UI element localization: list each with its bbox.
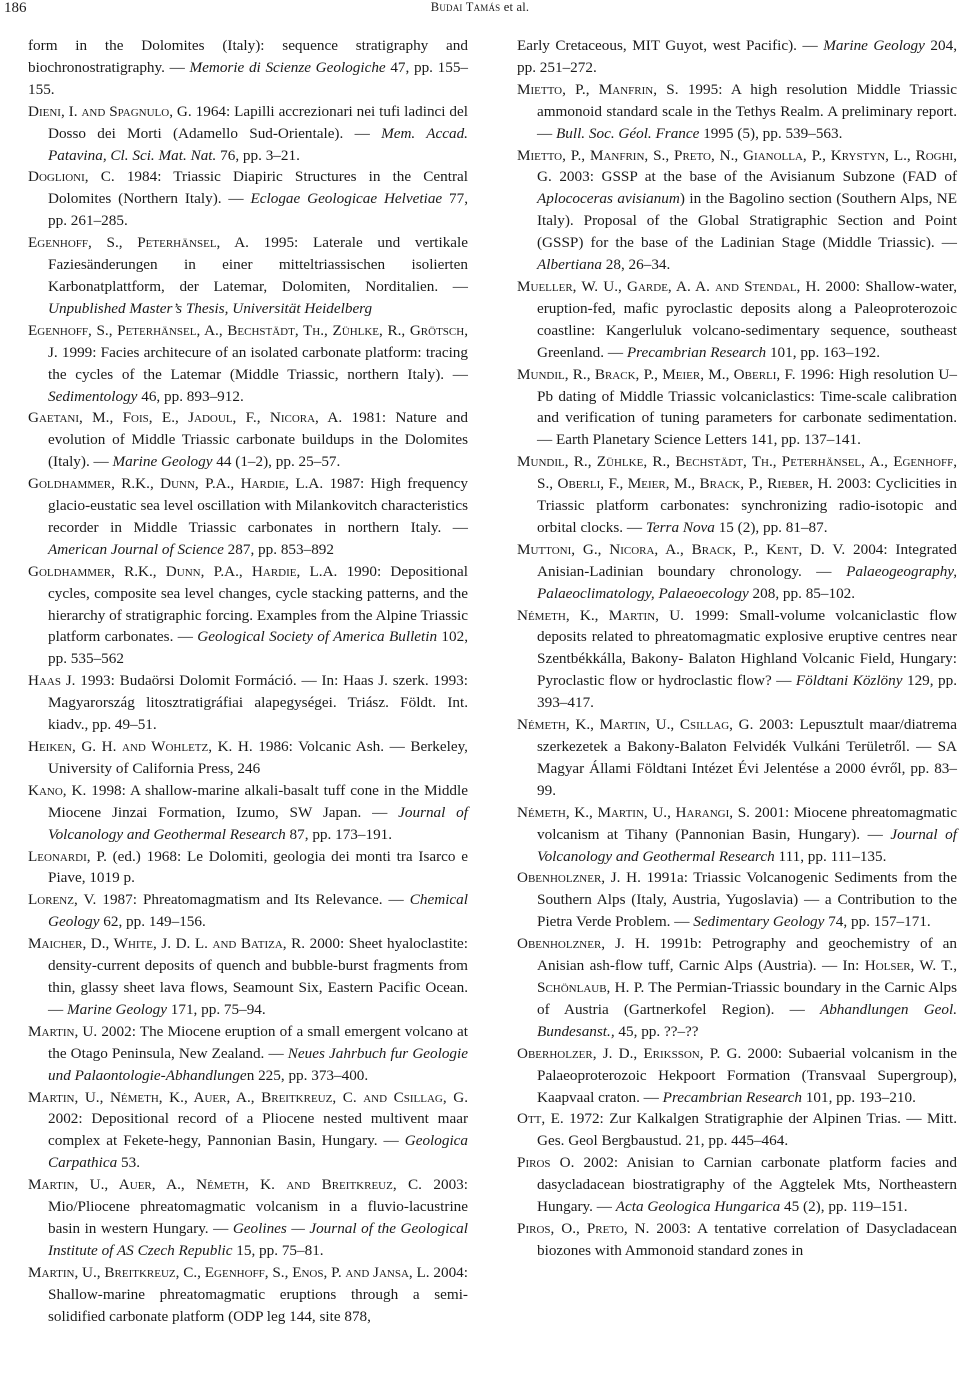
reference-authors: Németh, K., Martin, U.	[517, 606, 684, 624]
reference-text: 129, pp. 393–417.	[537, 672, 958, 712]
reference-authors: Heiken, G. H. and Wohletz, K. H.	[28, 738, 253, 755]
reference-text: 208, pp. 85–102.	[748, 584, 856, 602]
reference-authors: Martin, U., Auer, A., Németh, K. and Breitkreuz, C.	[28, 1176, 422, 1194]
reference-text: 1995 (5), pp. 539–563.	[699, 124, 843, 142]
reference-entry	[28, 232, 468, 320]
reference-authors: Németh, K., Martin, U., Harangi, S.	[517, 803, 750, 821]
reference-entry	[28, 101, 468, 167]
reference-text: 87, pp. 173–191.	[285, 825, 393, 843]
reference-source: Precambrian Research	[626, 343, 767, 361]
reference-text: 2003: Lepusztult maar/diatrema szerkezetek a Bakony-Balaton Felvidék Vulkáni Területről. — SA Magyar Állami Földtani Intézet Évi Jelentése a 2000 évről, pp. 83–99.	[537, 716, 957, 799]
reference-authors: Mietto, P., Manfrin, S.	[517, 80, 679, 98]
reference-text: 1995: Laterale und vertikale Faziesänderungen in einer mitteltriassischen isolierten Karbonatplattform, der Latemar, Dolomiten, Norditalien. —	[48, 234, 468, 295]
reference-entry	[517, 714, 957, 802]
reference-source: Bull. Soc. Géol. France	[555, 124, 700, 142]
reference-entry	[517, 1108, 957, 1152]
reference-authors: Kano, K.	[28, 781, 87, 799]
reference-text: 15, pp. 75–81.	[232, 1241, 324, 1259]
reference-source: Aplococeras avisianum	[537, 190, 680, 208]
reference-text: 15 (2), pp. 81–87.	[714, 518, 828, 536]
reference-source: Chemical Geology	[48, 891, 468, 931]
reference-text: 1995: A high resolution Middle Triassic ammonoid standard scale in the Tethys Realm. A preliminary report. —	[537, 80, 957, 142]
reference-text: 1972: Zur Kalkalgen Stratigraphie der Alpinen Trias. — Mitt. Ges. Geol Bergbaustud. 21, pp. 445–464.	[537, 1110, 958, 1150]
reference-source: Terra Nova	[645, 518, 715, 536]
reference-entry	[28, 561, 468, 671]
reference-authors: Obenholzner, J. H.	[517, 935, 650, 953]
reference-source: Geologica Carpathica	[48, 1132, 468, 1172]
reference-text: 74, pp. 157–171.	[824, 913, 931, 931]
reference-authors: Mietto, P., Manfrin, S., Preto, N., Gianolla, P., Krystyn, L., Roghi, G.	[517, 146, 957, 186]
reference-entry	[517, 802, 957, 868]
reference-source: Mem. Accad. Patavina, Cl. Sci. Mat. Nat.	[48, 124, 468, 164]
reference-text: 1993: Budaörsi Dolomit Formáció. — In: Haas J. szerk. 1993: Magyarország litosztratigráfiai alapegységei. Triász. Földt. Int. kiadv., pp. 49–51.	[48, 672, 468, 734]
reference-source: Marine Geology	[112, 453, 213, 471]
reference-authors: Muttoni, G., Nicora, A., Brack, P., Kent, D. V.	[517, 540, 846, 558]
reference-text: (ed.) 1968: Le Dolomiti, geologia dei monti tra Isarco e Piave, 1019 p.	[48, 847, 468, 887]
reference-text: 1999: Facies architecure of an isolated carbonate platform: tracing the cycles of the Latemar (Middle Triassic, northern Italy). —	[48, 343, 468, 383]
reference-text: ) in the Bagolino section (Southern Alps, NE Italy). Proposal of the Global Stratigraphic Section and Point (GSSP) for the base of the Ladinian Stage (Middle Triassic). —	[537, 190, 958, 252]
reference-text: Early Cretaceous, MIT Guyot, west Pacific). —	[517, 37, 824, 54]
reference-entry	[28, 670, 468, 736]
reference-text: 2000: Subaerial volcanism in the Palaeoproterozoic Hekpoort Formation (Transvaal Supergroup), Kaapvaal craton. —	[537, 1044, 957, 1106]
reference-text: 102, pp. 535–562	[48, 628, 469, 668]
reference-entry	[517, 145, 957, 276]
reference-text: 1999: Small-volume volcaniclastic flow deposits related to phreatomagmatic explosive eruptive centres near Szentbékkálla, Bakony- Balaton Highland Volcanic Field, Hungary: Pyroclastic flow or hydroclastic flow? —	[537, 606, 957, 690]
reference-source: Sedimentology	[48, 387, 138, 405]
reference-entry	[517, 1152, 957, 1218]
reference-authors: Németh, K., Martin, U., Csillag, G.	[517, 716, 754, 734]
reference-text: 46, pp. 893–912.	[137, 387, 244, 405]
right-column-references	[517, 35, 957, 1262]
reference-text: 77, pp. 261–285.	[48, 190, 468, 230]
reference-entry	[517, 276, 957, 364]
reference-text: 101, pp. 163–192.	[766, 343, 881, 361]
reference-authors: Martin, U., Németh, K., Auer, A., Breitkreuz, C. and Csillag, G.	[28, 1088, 468, 1106]
reference-text: 2000: Sheet hyaloclastite: density-current deposits of quench and bubble-burst fragments from thin, glassy sheet lava flows, Seamount Six, Eastern Pacific Ocean. —	[48, 935, 468, 1018]
reference-authors: Obenholzner, J. H.	[517, 869, 641, 887]
reference-entry	[517, 79, 957, 145]
reference-text: form in the Dolomites (Italy): sequence stratigraphy and biochronostratigraphy. —	[28, 37, 468, 76]
reference-text: n 225, pp. 373–400.	[246, 1066, 369, 1084]
reference-entry-continuation	[28, 35, 468, 101]
reference-text: 1986: Volcanic Ash. — Berkeley, University of California Press, 246	[48, 738, 468, 777]
running-head-suffix: et al.	[500, 0, 530, 14]
reference-text: 1991b: Petrography and geochemistry of an Anisian ash-flow tuff, Carnic Alps (Austria). — In:	[537, 935, 957, 975]
reference-authors: Dieni, I. and Spagnulo, G.	[28, 102, 192, 120]
reference-text: 2002: Anisian to Carnian carbonate platform facies and dasycladacean biostratigraphy of the Aggtelek Mts, Northeastern Hungary. —	[537, 1154, 957, 1216]
reference-source: Palaeogeography, Palaeoclimatology, Palaeoecology	[537, 562, 957, 602]
reference-authors: Ott, E.	[517, 1110, 564, 1128]
reference-source: Memorie di Scienze Geologiche	[189, 58, 386, 76]
reference-authors: Martin, U.	[28, 1022, 98, 1040]
reference-text: 1990: Depositional cycles, composite sea level changes, cycle stacking patterns, and the hierarchy of stratigraphic forcing. Examples from the Alpine Triassic platform carbonates. —	[48, 562, 468, 646]
reference-entry	[517, 605, 957, 715]
running-head-author: Budai Tamás	[430, 0, 501, 14]
reference-authors: Martin, U., Breitkreuz, C., Egenhoff, S., Enos, P. and Jansa, L.	[28, 1263, 430, 1281]
reference-authors: Maicher, D., White, J. D. L. and Batiza, R.	[28, 935, 306, 953]
reference-entry	[517, 1218, 957, 1262]
reference-entry	[517, 364, 957, 452]
reference-entry	[28, 166, 468, 232]
reference-authors: Piros O.	[517, 1154, 575, 1172]
reference-text: 111, pp. 111–135.	[774, 847, 887, 865]
reference-authors: Goldhammer, R.K., Dunn, P.A., Hardie, L.A.	[28, 562, 338, 580]
reference-text: 62, pp. 149–156.	[99, 913, 206, 931]
reference-entry	[28, 473, 468, 561]
reference-text: 1991a: Triassic Volcanogenic Sediments from the Southern Alps (Italy, Austria, Yugoslavia) — a Contribution to the Pietra Verde Problem. —	[537, 869, 957, 931]
reference-text: 2001: Miocene phreatomagmatic volcanism at Tihany (Pannonian Basin, Hungary). —	[537, 803, 957, 843]
reference-text: 45, pp. ??–??	[614, 1022, 699, 1040]
reference-source: Eclogae Geologicae Helvetiae	[250, 190, 443, 208]
reference-text: 2003: A tentative correlation of Dasycladacean biozones with Ammonoid standard zones in	[537, 1219, 957, 1259]
reference-entry	[28, 1087, 468, 1175]
page-number: 186	[4, 0, 27, 16]
reference-text: 1984: Triassic Diapiric Structures in the Central Dolomites (Northern Italy). —	[48, 168, 468, 208]
reference-entry	[517, 1043, 957, 1109]
reference-text: 53.	[117, 1154, 140, 1172]
reference-entry	[28, 736, 468, 780]
reference-authors: Mundil, R., Brack, P., Meier, M., Oberli, F.	[517, 365, 796, 383]
reference-authors: Lorenz, V.	[28, 891, 97, 909]
reference-authors: Oberholzer, J. D., Eriksson, P. G.	[517, 1044, 742, 1062]
running-head	[0, 0, 960, 15]
reference-source: Journal of Volcanology and Geothermal Research	[537, 825, 957, 865]
reference-source: Geolines — Journal of the Geological Institute of AS Czech Republic	[48, 1219, 468, 1259]
reference-source: American Journal of Science	[48, 540, 224, 558]
reference-source: Precambrian Research	[662, 1088, 802, 1106]
reference-source: Geological Society of America Bulletin	[197, 628, 438, 646]
reference-authors: Mundil, R., Zühlke, R., Bechstädt, Th., Peterhänsel, A., Egenhoff, S., Oberli, F., Meier, M., Brack, P., Rieber, H.	[517, 453, 957, 493]
reference-text: 44 (1–2), pp. 25–57.	[212, 453, 341, 471]
reference-text: 171, pp. 75–94.	[166, 1000, 266, 1018]
reference-text: 2004: Integrated Anisian-Ladinian boundary chronology. —	[537, 540, 957, 580]
reference-source: Journal of Volcanology and Geothermal Research	[48, 803, 468, 843]
reference-source: Albertiana	[537, 256, 602, 274]
reference-entry	[517, 451, 957, 539]
reference-text: 2004: Shallow-marine phreatomagmatic eruptions through a semi-solidified carbonate platform (ODP leg 144, site 878,	[48, 1263, 468, 1325]
reference-entry	[28, 407, 468, 473]
reference-text: 1964: Lapilli accrezionari nei tufi ladinci del Dosso dei Morti (Adamello Sud-Orientale). —	[48, 102, 468, 142]
reference-source: Marine Geology	[66, 1000, 167, 1018]
reference-authors: Holser, W. T., Schönlaub, H. P.	[537, 957, 957, 996]
reference-entry	[28, 320, 468, 408]
reference-text: 2002: Depositional record of a Pliocene nested multivent maar complex at Fekete-hegy, Pannonian Basin, Hungary. —	[48, 1110, 468, 1150]
reference-entry	[517, 867, 957, 933]
reference-entry	[517, 539, 957, 605]
reference-text: 287, pp. 853–892	[223, 540, 334, 558]
reference-text: 2003: GSSP at the base of the Avisianum Subzone (FAD of	[551, 168, 957, 186]
reference-authors: Leonardi, P.	[28, 847, 107, 865]
reference-entry	[28, 889, 468, 933]
reference-source: Marine Geology	[823, 37, 925, 54]
reference-source: Abhandlungen Geol. Bundesanst.,	[537, 1000, 958, 1040]
reference-authors: Piros, O., Preto, N.	[517, 1219, 650, 1237]
reference-source: Acta Geologica Hungarica	[615, 1198, 781, 1216]
reference-text: 2003: Cyclicities in Triassic platform carbonates: synchronizing radio-isotopic and orbital clocks. —	[537, 475, 957, 536]
reference-entry	[28, 780, 468, 846]
reference-text: 1998: A shallow-marine alkali-basalt tuff cone in the Middle Miocene Jinzai Formation, Izumo, SW Japan. —	[48, 781, 468, 821]
reference-text: 2003: Mio/Pliocene phreatomagmatic volcanism in a fluvio-lacustrine basin in western Hungary. —	[48, 1176, 468, 1237]
reference-text: 204, pp. 251–272.	[517, 37, 957, 76]
reference-authors: Doglioni, C.	[28, 168, 115, 186]
reference-entry	[28, 1174, 468, 1262]
reference-text: The Permian-Triassic boundary in the Carnic Alps of Austria (Gartnerkofel Region). —	[537, 978, 957, 1018]
reference-entry	[517, 933, 957, 1043]
reference-text: 45 (2), pp. 119–151.	[780, 1198, 908, 1216]
reference-text: 1996: High resolution U–Pb dating of Middle Triassic volcaniclastics: Time-scale calibration and verification of tuning parameters for carbonate sedimentation. — Earth Planetary Science Letters 141, pp. 137–141.	[537, 365, 957, 449]
reference-source: Sedimentary Geology	[693, 913, 825, 931]
reference-source: Neues Jahrbuch fur Geologie und Palaontologie-Abhandlunge	[48, 1044, 468, 1084]
reference-text: 2002: The Miocene eruption of a small emergent volcano at the Otago Peninsula, New Zealand. —	[48, 1022, 468, 1062]
reference-authors: Goldhammer, R.K., Dunn, P.A., Hardie, L.A.	[28, 475, 324, 493]
reference-authors: Egenhoff, S., Peterhänsel, A., Bechstädt, Th., Zühlke, R., Grötsch, J.	[28, 321, 468, 361]
reference-text: 28, 26–34.	[601, 256, 671, 274]
reference-entry	[28, 846, 468, 890]
reference-text: 1981: Nature and evolution of Middle Triassic carbonate buildups in the Dolomites (Italy). —	[48, 409, 469, 471]
reference-entry	[28, 1262, 468, 1328]
reference-source: Unpublished Master’s Thesis, Universität Heidelberg	[48, 299, 373, 317]
reference-text: 76, pp. 3–21.	[216, 146, 300, 164]
reference-text: 47, pp. 155–155.	[28, 58, 469, 98]
reference-source: Földtani Közlöny	[795, 672, 903, 690]
reference-text: 101, pp. 193–210.	[802, 1088, 916, 1106]
reference-authors: Mueller, W. U., Garde, A. A. and Stendal, H.	[517, 277, 821, 295]
reference-text: 1987: Phreatomagmatism and Its Relevance. —	[96, 891, 410, 909]
reference-authors: Haas J.	[28, 672, 76, 690]
reference-authors: Egenhoff, S., Peterhänsel, A.	[28, 234, 249, 252]
reference-entry	[28, 933, 468, 1021]
left-column-references	[28, 35, 468, 1327]
reference-text: 2000: Shallow-water, eruption-fed, mafic pyroclastic deposits along a Paleoproterozoic coastline: Kangerluluk volcano-sedimentary sequence, southeast Greenland. —	[537, 277, 957, 361]
reference-text: 1987: High frequency glacio-eustatic sea level oscillation with Milankovitch characteristics recorder in Middle Triassic carbonates in northern Italy. —	[48, 475, 469, 536]
reference-authors: Gaetani, M., Fois, E., Jadoul, F., Nicora, A.	[28, 409, 343, 427]
reference-entry	[28, 1021, 468, 1087]
reference-entry-continuation	[517, 35, 957, 79]
page-header	[0, 0, 960, 22]
